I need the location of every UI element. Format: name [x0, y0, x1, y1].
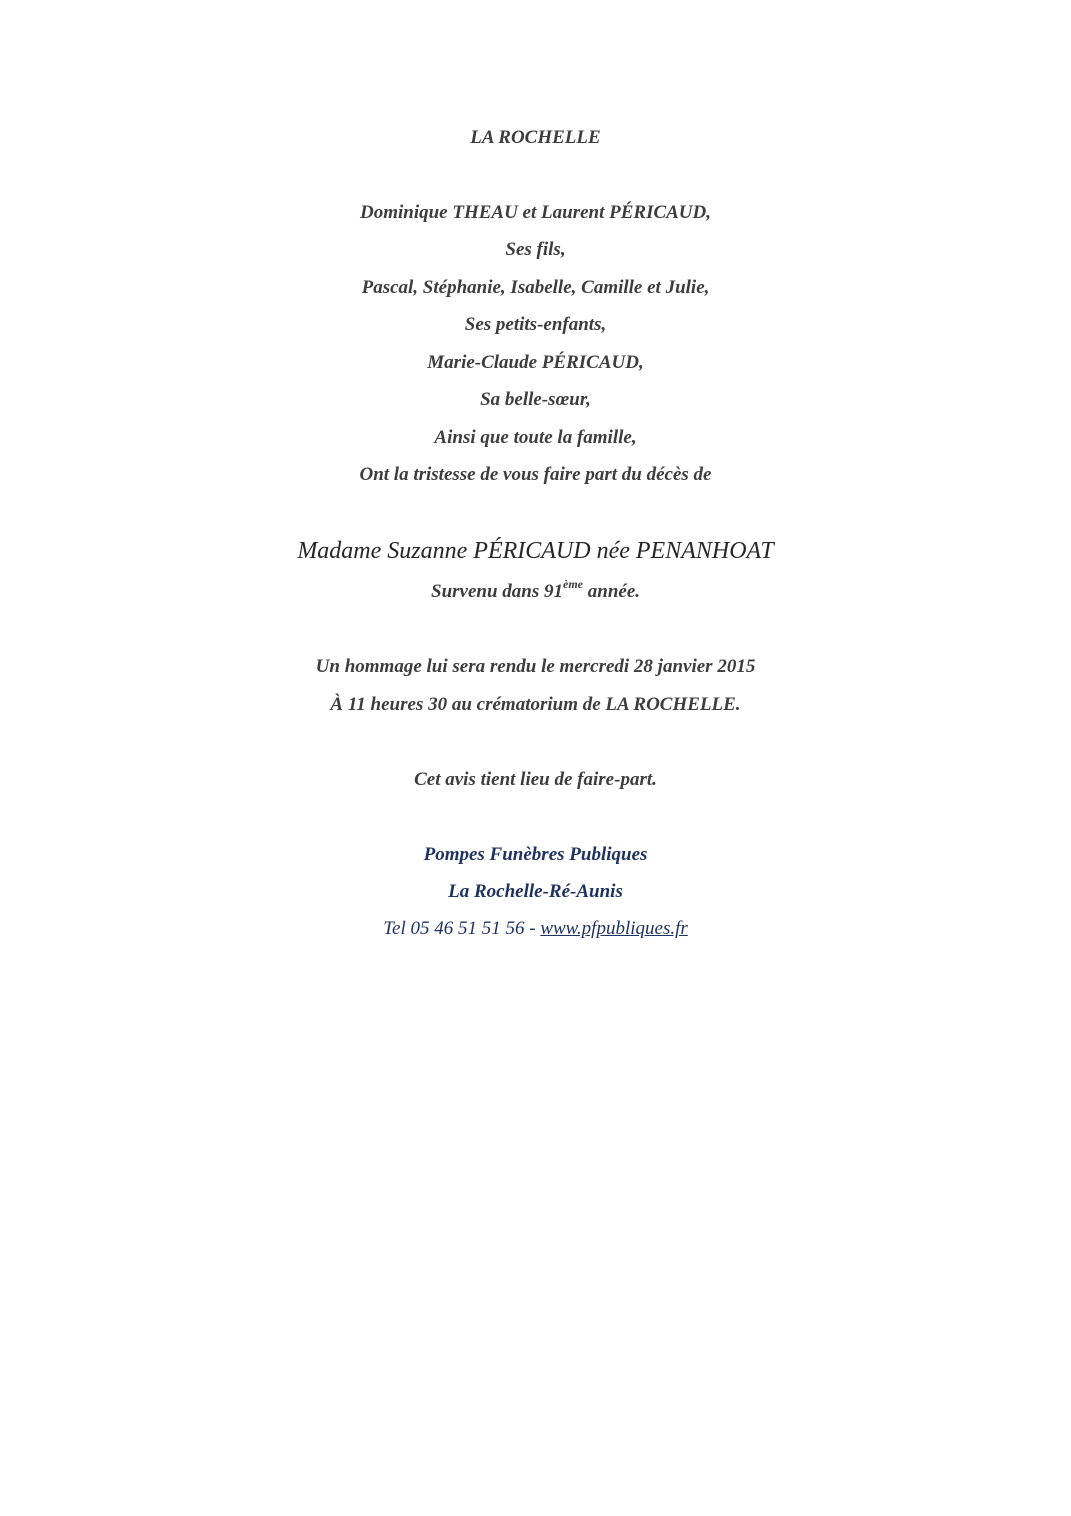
deceased-name: Madame Suzanne PÉRICAUD née PENANHOAT	[297, 538, 774, 564]
city-heading: LA ROCHELLE	[470, 127, 601, 148]
funeral-home-contact	[0, 917, 1071, 941]
family-line-3: Pascal, Stéphanie, Isabelle, Camille et Julie,	[361, 277, 710, 298]
funeral-home-location: La Rochelle-Ré-Aunis	[448, 881, 623, 902]
family-line-6: Sa belle-sœur,	[480, 389, 591, 410]
ceremony-line-2: À 11 heures 30 au crématorium de LA ROCHELLE.	[330, 694, 741, 715]
family-line-7: Ainsi que toute la famille,	[434, 427, 637, 448]
phone-text: Tel 05 46 51 51 56 -	[383, 918, 541, 939]
ceremony-line-1: Un hommage lui sera rendu le mercredi 28 janvier 2015	[315, 656, 756, 677]
family-line-2: Ses fils,	[505, 239, 566, 260]
family-line-4: Ses petits-enfants,	[464, 314, 607, 335]
funeral-home-name: Pompes Funèbres Publiques	[423, 844, 648, 865]
age-line	[0, 576, 1071, 604]
website-link[interactable]: www.pfpubliques.fr	[540, 918, 688, 939]
family-line-1: Dominique THEAU et Laurent PÉRICAUD,	[359, 202, 712, 223]
age-prefix: Survenu dans 91	[431, 581, 563, 602]
family-line-5: Marie-Claude PÉRICAUD,	[427, 352, 644, 373]
family-line-8: Ont la tristesse de vous faire part du décès de	[359, 464, 712, 485]
age-suffix: année.	[583, 581, 640, 602]
age-superscript: ème	[563, 576, 583, 591]
notice-text: Cet avis tient lieu de faire-part.	[414, 769, 657, 790]
